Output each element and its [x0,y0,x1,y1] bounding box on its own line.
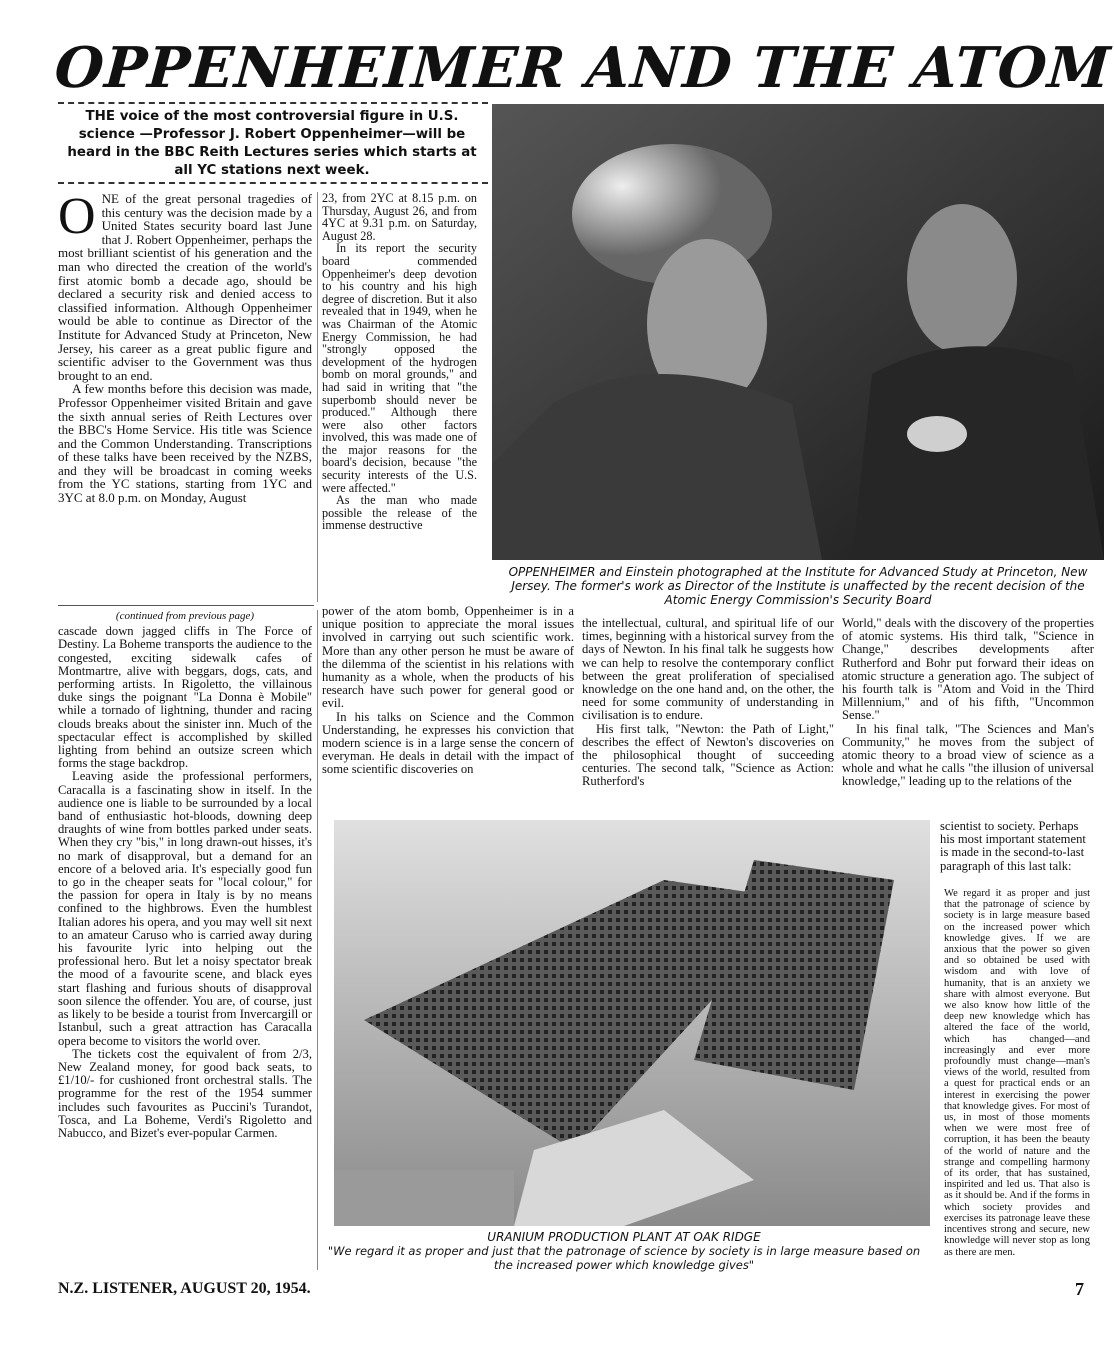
col1-paragraph-2: A few months before this decision was made, Professor Oppenheimer visited Britain and gave the sixth annual series of Reith Lectures over the BBC's Home Service. His title was Science and the Common Understanding. Transcriptions of these talks have been received by the NZBS, and they will be broadcast in coming weeks from the YC stations, starting from 1YC and 3YC at 8.0 p.m. on Monday, August [58,381,312,506]
col3-paragraph-1: power of the atom bomb, Oppenheimer is in a unique position to appreciate the moral issues involved in carrying out such scientific work. More than any other person he must be aware of the dilemma of the scientist in his relations with humanity as a whole, when the products of his research have such power for general good or evil. [322,605,574,711]
article-column-2 [322,192,477,604]
intro-rule [58,182,488,184]
continued-note: (continued from previous page) [115,610,255,622]
col5-paragraph-2: In his final talk, "The Sciences and Man's Community," he moves from the subject of atomic theory to a broad view of science as a whole and what he calls "the illusion of universal knowledge," leading up to the relations of the [842,721,1094,789]
article-column-1 [58,192,312,600]
intro-standfirst: THE voice of the most controversial figure in U.S. science —Professor J. Robert Oppenheimer—will be heard in the BBC Reith Lectures series which starts at all YC stations next week. [67,109,477,178]
drop-cap: O [58,192,96,245]
col5-paragraph-1: World," deals with the discovery of the properties of atomic systems. His third talk, "Science in Change," describes developments after Rutherford and Bohr put forward their ideas on atomic structure a generation ago. The subject of his fourth talk is "Atom and Void in the Third Millennium," and of his fifth, "Uncommon Sense." [842,617,1094,723]
photo-illustration [492,104,1104,560]
article-column-4 [582,617,834,815]
photo2-caption-title: URANIUM PRODUCTION PLANT AT OAK RIDGE [487,1230,761,1244]
article-column-5 [842,617,1094,817]
opera-paragraph-3: The tickets cost the equivalent of from 2/3, New Zealand money, for good back seats, to £1/10/- for cushioned front orchestral stalls. The programme for the rest of the 1954 summer includes such favourites as Puccini's Turandot, Tosca, and La Boheme, Verdi's Rigoletto and Nabucco, and Bizet's ever-popular Carmen. [58,1046,312,1140]
headline-rule [58,102,488,104]
headline: OPPENHEIMER AND THE ATOM [52,35,1113,101]
section-rule [58,605,314,606]
col4-paragraph-1: the intellectual, cultural, and spiritual life of our times, beginning with a historical survey from the days of Newton. In his final talk he suggests how we can help to resolve the contemporary conflict between the great proliferation of specialised knowledge on the one hand and, on the other, the need for some community of understanding in civilisation is to endure. [582,617,834,723]
opera-paragraph-2: Leaving aside the professional performers, Caracalla is a fascinating show in itself. In the audience one is liable to be surrounded by a local band of enthusiastic hot-bloods, downing deep draughts of wine from bottles parked under seats. When they cry "bis," in long drawn-out hisses, it's no mark of disapproval, but a demand for an encore of a beloved aria. It's especially good fun to go in the cheaper seats for "local colour," for the passion for opera in Italy is by no means confined to the highbrows. Even the humblest Italian adores his opera, and you may well sit next to an amateur Caruso who is carried away during his favourite lyric into helping out the professional hero. But let a noisy spectator break the mood of a favourite scene, and black eyes start flashing and furious shouts of disapproval soon silence the offender. You are, of course, just as likely to be beside a tourist from Invercargill or Istanbul, such a great attraction has Caracalla opera become to visitors the world over. [58,769,312,1048]
photo2-caption-quote: "We regard it as proper and just that the patronage of science by society is in large measure based on the increased power which knowledge gives" [327,1244,921,1272]
lecture-quote: We regard it as proper and just that the patronage of science by society is in large measure based on the increased power which knowledge gives. If we are anxious that the power so given and so obtained be used with wisdom and with love of humanity, that is an anxiety we share with almost everyone. But we also know how little of the deep new knowledge which has altered the face of the world, which has changed—and increasingly and ever more profoundly must change—man's views of the world, resulted from a quest for practical ends or an interest in exercising the power that knowledge gives. For most of us, in most of those moments when we were most free of corruption, it has been the beauty of the world of nature and the strange and compelling harmony of its order, that has sustained, inspirited and led us. That also is as it should be. And if the forms in which society provides and exercises its patronage leave these incentives strong and secure, new knowledge will never stop as long as there are men. [944,888,1090,1258]
plant-illustration [334,820,930,1226]
oak-ridge-plant-photo [334,820,930,1226]
column-divider [317,192,318,602]
oppenheimer-einstein-photo [492,104,1104,560]
col6-paragraph: scientist to society. Perhaps his most important statement is made in the second-to-last paragraph of this last talk: [940,820,1086,873]
col3-paragraph-2: In his talks on Science and the Common Understanding, he expresses his conviction that modern science is in a large sense the concern of everyman. He deals in detail with the impact of some scientific discoveries on [322,709,574,777]
opera-paragraph-1: cascade down jagged cliffs in The Force of Destiny. La Boheme transports the audience to the congested, exciting sidewalk cafes of Montmartre, alive with beggars, dogs, cats, and performing artists. In Rigoletto, the villainous duke sings the poignant "La Donna è Mobile" while a tornado of lightning, thunder and racing clouds breaks about the sinister inn. Much of the spectacular effect is accomplished by skilled lighting from behind an outsize screen which forms the stage backdrop. [58,624,312,771]
col2-paragraph-3: As the man who made possible the release of the immense destructive [322,493,477,533]
page-number: 7 [1075,1279,1084,1299]
col4-paragraph-2: His first talk, "Newton: the Path of Light," describes the effect of Newton's discoveries on the philosophical thought of succeeding centuries. The second talk, "Science as Action: Rutherford's [582,721,834,789]
col2-paragraph-1: 23, from 2YC at 8.15 p.m. on Thursday, August 26, and from 4YC at 9.31 p.m. on Saturday, August 28. [322,192,477,243]
opera-column [58,610,312,1270]
col2-paragraph-2: In its report the security board commended Oppenheimer's deep devotion to his country and his high degree of discretion. But it also revealed that in 1949, when he was Chairman of the Atomic Energy Commission, he had "strongly opposed the development of the hydrogen bomb on moral grounds," and had said in writing that "the superbomb should never be produced." Although there were also other factors involved, this was made one of the major reasons for the board's decision, because "the security interests of the U.S. were affected." [322,241,477,495]
article-column-6 [940,820,1094,884]
photo1-caption: OPPENHEIMER and Einstein photographed at the Institute for Advanced Study at Princeton, New Jersey. The former's work as Director of the Institute is unaffected by the recent decision of the Atomic Energy Commission's Security Board [508,565,1088,607]
column-divider-2 [317,610,318,1270]
article-column-3 [322,605,574,815]
publication-footer: N.Z. LISTENER, AUGUST 20, 1954. [58,1280,311,1297]
col1-paragraph-1: NE of the great personal tragedies of this century was the decision made by a United States security board last June that J. Robert Oppenheimer, perhaps the most brilliant scientist of his generation and the man who directed the creation of the world's first atomic bomb a decade ago, should be declared a security risk and denied access to classified information. Although Oppenheimer would be able to continue as Director of the Institute for Advanced Study at Princeton, New Jersey, his career as a great public figure and scientific adviser to the Government was thus brought to an end. [58,192,312,383]
